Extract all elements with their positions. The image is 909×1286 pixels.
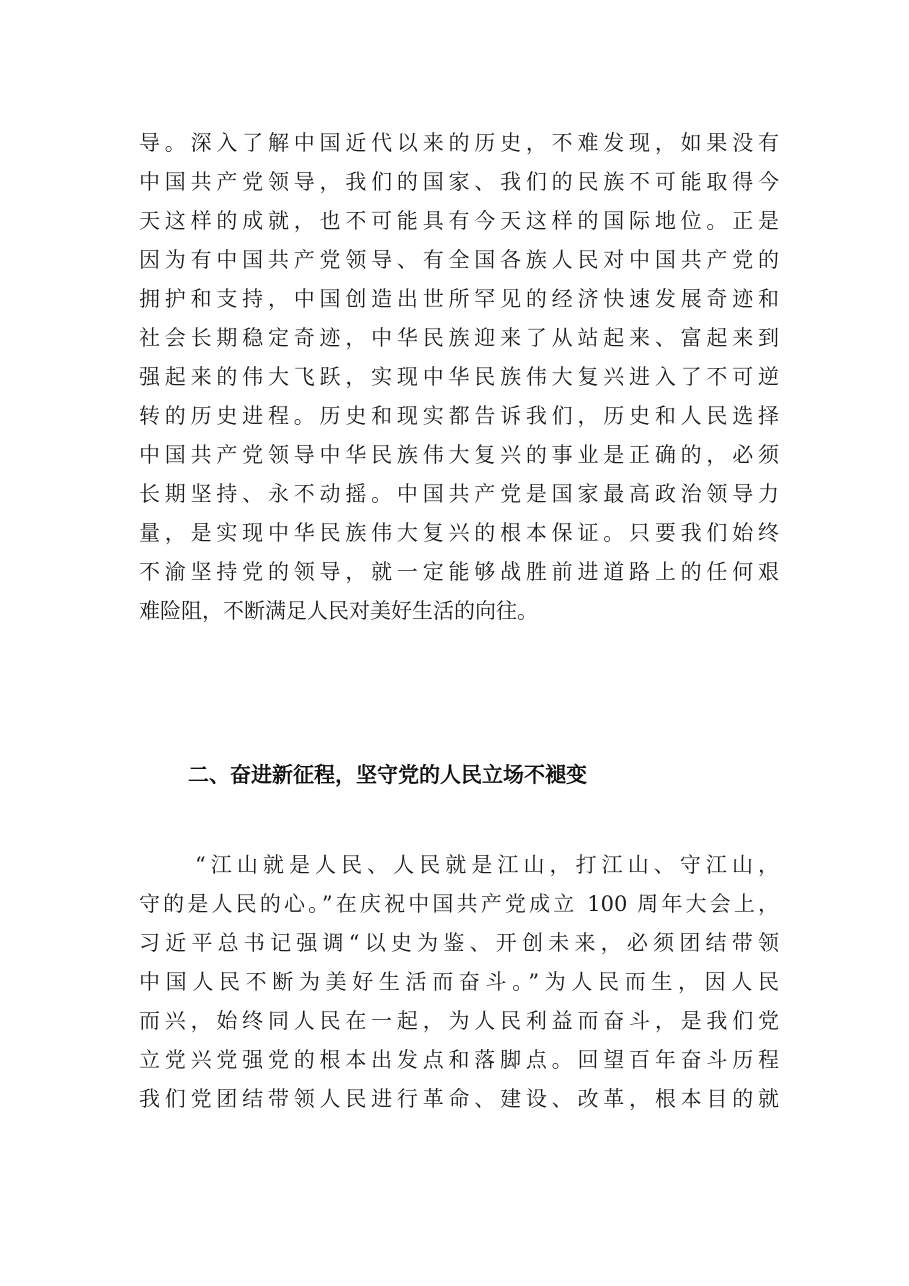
text-line: 天这样的成就，也不可能具有今天这样的国际地位。正是: [139, 209, 779, 233]
text-line: 中国人民不断为美好生活而奋斗。”为人民而生，因人民: [139, 970, 779, 994]
text-line: 不渝坚持党的领导，就一定能够战胜前进道路上的任何艰: [139, 560, 779, 584]
text-line: 中国共产党领导中华民族伟大复兴的事业是正确的，必须: [139, 443, 779, 467]
paragraph-party-leadership: [139, 124, 779, 631]
text-line: “江山就是人民、人民就是江山，打江山、守江山，: [195, 853, 779, 877]
text-line: 我们党团结带领人民进行革命、建设、改革，根本目的就: [139, 1087, 779, 1111]
text-line: 转的历史进程。历史和现实都告诉我们，历史和人民选择: [139, 404, 779, 428]
text-line: 因为有中国共产党领导、有全国各族人民对中国共产党的: [139, 248, 779, 272]
text-line: 导。深入了解中国近代以来的历史，不难发现，如果没有: [139, 131, 779, 155]
paragraph-people-stance: [139, 846, 779, 1119]
text-line: 长期坚持、永不动摇。中国共产党是国家最高政治领导力: [139, 482, 779, 506]
text-line: 而兴，始终同人民在一起，为人民利益而奋斗，是我们党: [139, 1009, 779, 1033]
text-line: 拥护和支持，中国创造出世所罕见的经济快速发展奇迹和: [139, 287, 779, 311]
text-line: 守的是人民的心。”在庆祝中国共产党成立 100 周年大会上，: [139, 892, 779, 916]
text-line: 习近平总书记强调“以史为鉴、开创未来，必须团结带领: [139, 931, 779, 955]
text-line: 强起来的伟大飞跃，实现中华民族伟大复兴进入了不可逆: [139, 365, 779, 389]
text-line: 量，是实现中华民族伟大复兴的根本保证。只要我们始终: [139, 521, 779, 545]
text-line: 中国共产党领导，我们的国家、我们的民族不可能取得今: [139, 170, 779, 194]
section-heading: 二、奋进新征程，坚守党的人民立场不褪变: [188, 763, 587, 787]
text-line: 立党兴党强党的根本出发点和落脚点。回望百年奋斗历程: [139, 1048, 779, 1072]
text-line: 难险阻，不断满足人民对美好生活的向往。: [139, 599, 538, 623]
text-line: 社会长期稳定奇迹，中华民族迎来了从站起来、富起来到: [139, 326, 779, 350]
